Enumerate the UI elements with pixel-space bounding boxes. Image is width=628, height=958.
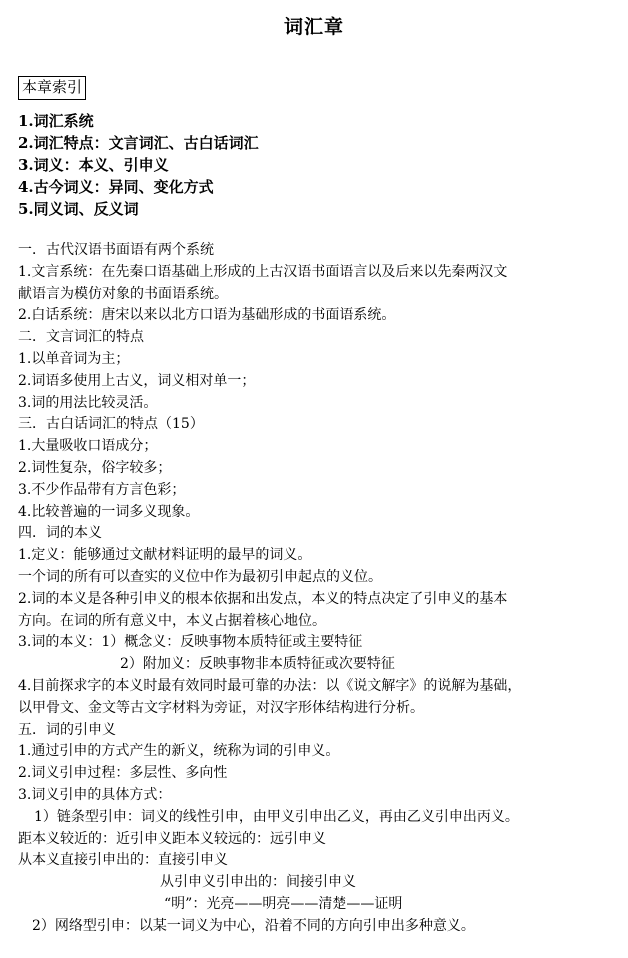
page-title: 词汇章	[283, 16, 344, 38]
text-line: 以甲骨文、金文等古文字材料为旁证，对汉字形体结构进行分析。	[18, 699, 424, 716]
table-of-contents	[18, 110, 259, 220]
toc-item: 4.古今词义：异同、变化方式	[18, 178, 214, 196]
section-heading: 二．文言词汇的特点	[18, 329, 144, 346]
text-line: “明”：光亮——明亮——清楚——证明	[164, 895, 403, 912]
section-heading: 一．古代汉语书面语有两个系统	[18, 242, 214, 258]
document-body	[18, 240, 618, 938]
chapter-index-label: 本章索引	[18, 76, 86, 100]
text-line: 从本义直接引申出的：直接引申义	[18, 852, 228, 869]
toc-item: 2.词汇特点：文言词汇、古白话词汇	[18, 134, 259, 152]
text-line: 3.词的本义：1）概念义：反映事物本质特征或主要特征	[18, 634, 363, 651]
text-line: 一个词的所有可以查实的义位中作为最初引申起点的义位。	[18, 568, 382, 585]
text-line: 距本义较近的：近引申义距本义较远的：远引申义	[18, 830, 326, 847]
text-line: 2.词语多使用上古义，词义相对单一；	[18, 372, 256, 389]
toc-item: 1.词汇系统	[18, 112, 94, 130]
text-line: 1.文言系统：在先秦口语基础上形成的上古汉语书面语言以及后来以先秦两汉文	[18, 263, 508, 280]
text-line: 3.不少作品带有方言色彩；	[18, 481, 186, 498]
text-line: 4.比较普遍的一词多义现象。	[18, 503, 200, 520]
text-line: 1.定义：能够通过文献材料证明的最早的词义。	[18, 547, 312, 564]
text-line: 1.以单音词为主；	[18, 350, 130, 367]
text-line: 献语言为模仿对象的书面语系统。	[18, 285, 228, 302]
text-line: 方向。在词的所有意义中，本义占据着核心地位。	[18, 612, 326, 629]
text-line: 4.目前探求字的本义时最有效同时最可靠的办法：以《说文解字》的说解为基础，	[18, 677, 522, 694]
text-line: 2.词义引申过程：多层性、多向性	[18, 765, 228, 782]
text-line: 1.大量吸收口语成分；	[18, 438, 158, 455]
section-heading: 四．词的本义	[18, 525, 102, 542]
text-line: 2）附加义：反映事物非本质特征或次要特征	[120, 656, 395, 673]
text-line: 1）链条型引申：词义的线性引申，由甲义引申出乙义，再由乙义引申出丙义。	[34, 808, 519, 825]
text-line: 2.词性复杂，俗字较多；	[18, 459, 172, 476]
text-line: 3.词义引申的具体方式：	[18, 786, 172, 803]
section-heading: 五．词的引申义	[18, 721, 116, 738]
text-line: 1.通过引申的方式产生的新义，统称为词的引申义。	[18, 743, 340, 760]
toc-item: 3.词义：本义、引申义	[18, 156, 169, 174]
text-line: 从引申义引申出的：间接引申义	[160, 874, 356, 891]
text-line: 2.白话系统：唐宋以来以北方口语为基础形成的书面语系统。	[18, 307, 396, 324]
text-line: 3.词的用法比较灵活。	[18, 394, 158, 411]
section-heading: 三．古白话词汇的特点（15）	[18, 416, 204, 433]
text-line: 2）网络型引申：以某一词义为中心，沿着不同的方向引申出多种意义。	[32, 917, 475, 934]
text-line: 2.词的本义是各种引申义的根本依据和出发点，本义的特点决定了引申义的基本	[18, 590, 508, 607]
toc-item: 5.同义词、反义词	[18, 200, 139, 218]
